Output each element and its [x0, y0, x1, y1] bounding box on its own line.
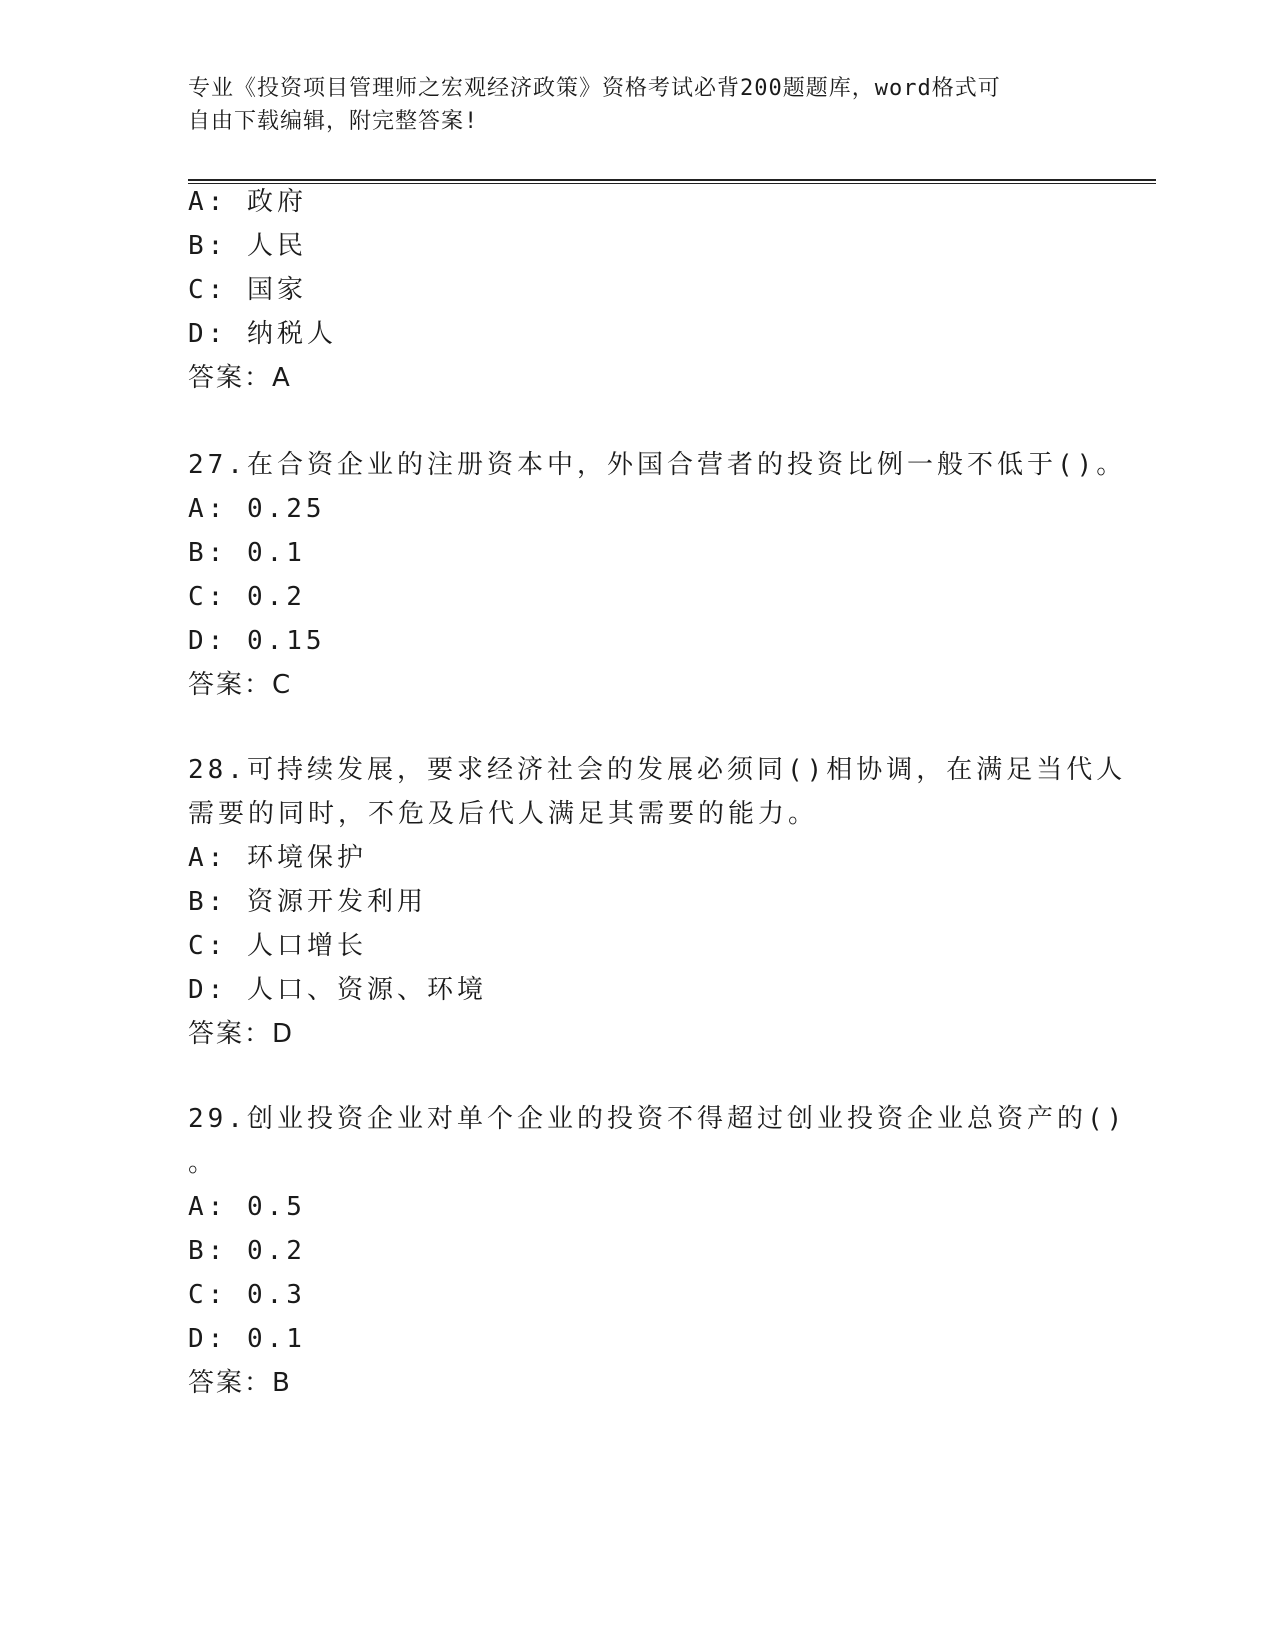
q29-option-d: D: 0.1 [188, 1324, 306, 1354]
q28-option-c: C: 人口增长 [188, 931, 367, 961]
q29-option-c: C: 0.3 [188, 1280, 306, 1310]
q27-option-a: A: 0.25 [188, 494, 326, 524]
q28-option-a: A: 环境保护 [188, 843, 367, 873]
q28-option-b: B: 资源开发利用 [188, 887, 427, 917]
q27-question: 27.在合资企业的注册资本中，外国合营者的投资比例一般不低于()。 [188, 450, 1127, 480]
q28-answer: 答案：D [188, 1019, 295, 1049]
q26-option-d: D: 纳税人 [188, 319, 337, 349]
header-divider [188, 179, 1156, 184]
q29-question-line-2: 。 [188, 1148, 219, 1178]
q26-option-a: A: 政府 [188, 187, 307, 217]
q28-question-line-2: 需要的同时，不危及后代人满足其需要的能力。 [188, 799, 819, 829]
q29-answer: 答案：B [188, 1368, 292, 1398]
q29-option-b: B: 0.2 [188, 1236, 306, 1266]
q27-option-d: D: 0.15 [188, 626, 326, 656]
q29-option-a: A: 0.5 [188, 1192, 306, 1222]
q27-option-b: B: 0.1 [188, 538, 306, 568]
q28-option-d: D: 人口、资源、环境 [188, 975, 487, 1005]
q26-option-b: B: 人民 [188, 231, 307, 261]
q27-answer: 答案：C [188, 670, 293, 700]
header-line-1: 专业《投资项目管理师之宏观经济政策》资格考试必背200题题库，word格式可 [188, 76, 1001, 101]
q28-question-line-1: 28.可持续发展，要求经济社会的发展必须同()相协调，在满足当代人 [188, 755, 1127, 785]
q29-question-line-1: 29.创业投资企业对单个企业的投资不得超过创业投资企业总资产的() [188, 1104, 1127, 1134]
q27-option-c: C: 0.2 [188, 582, 306, 612]
header-line-2: 自由下载编辑，附完整答案! [188, 109, 479, 134]
document-header [188, 72, 1088, 138]
q26-answer: 答案：A [188, 363, 292, 393]
q26-option-c: C: 国家 [188, 275, 307, 305]
